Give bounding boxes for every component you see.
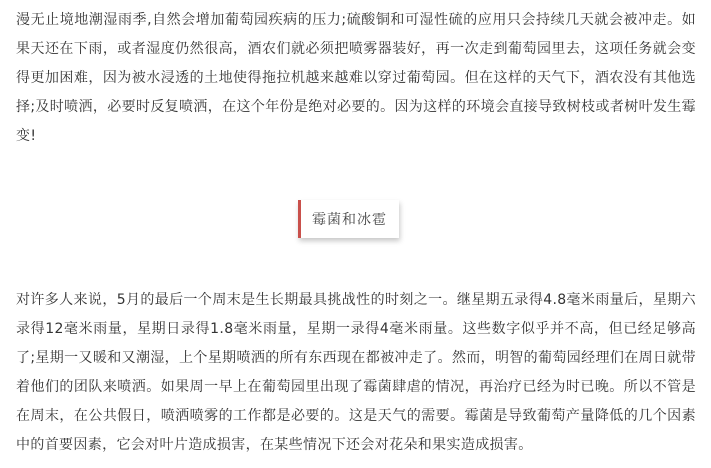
- section-heading: 霉菌和冰雹: [312, 212, 387, 228]
- article-paragraph-2: 对许多人来说，5月的最后一个周末是生长期最具挑战性的时刻之一。继星期五录得4.8毫米雨量后，星期六录得12毫米雨量，星期日录得1.8毫米雨量，星期一录得4毫米雨量。这些数字似乎并不高，但已经足够高了;星期一又暖和又潮湿，上个星期喷洒的所有东西现在都被冲走了。然而，明智的葡萄园经理们在周日就带着他们的团队来喷洒。如果周一早上在葡萄园里出现了霉菌肆虐的情况，再治疗已经为时已晚。所以不管是在周末，在公共假日，喷洒喷雾的工作都是必要的。这是天气的需要。霉菌是导致葡萄产量降低的几个因素中的首要因素，它会对叶片造成损害，在某些情况下还会对花朵和果实造成损害。: [16, 292, 696, 453]
- heading-accent-bar: [298, 200, 301, 238]
- section-heading-card: [298, 200, 399, 238]
- article-paragraph-1: 漫无止境地潮湿雨季,自然会增加葡萄园疾病的压力;硫酸铜和可湿性硫的应用只会持续几天就会被冲走。如果天还在下雨，或者湿度仍然很高，酒农们就必须把喷雾器装好，再一次走到葡萄园里去，这项任务就会变得更加困难，因为被水浸透的土地使得拖拉机越来越难以穿过葡萄园。但在这样的天气下，酒农没有其他选择;及时喷洒，必要时反复喷洒，在这个年份是绝对必要的。因为这样的环境会直接导致树枝或者树叶发生霉变!: [16, 12, 696, 144]
